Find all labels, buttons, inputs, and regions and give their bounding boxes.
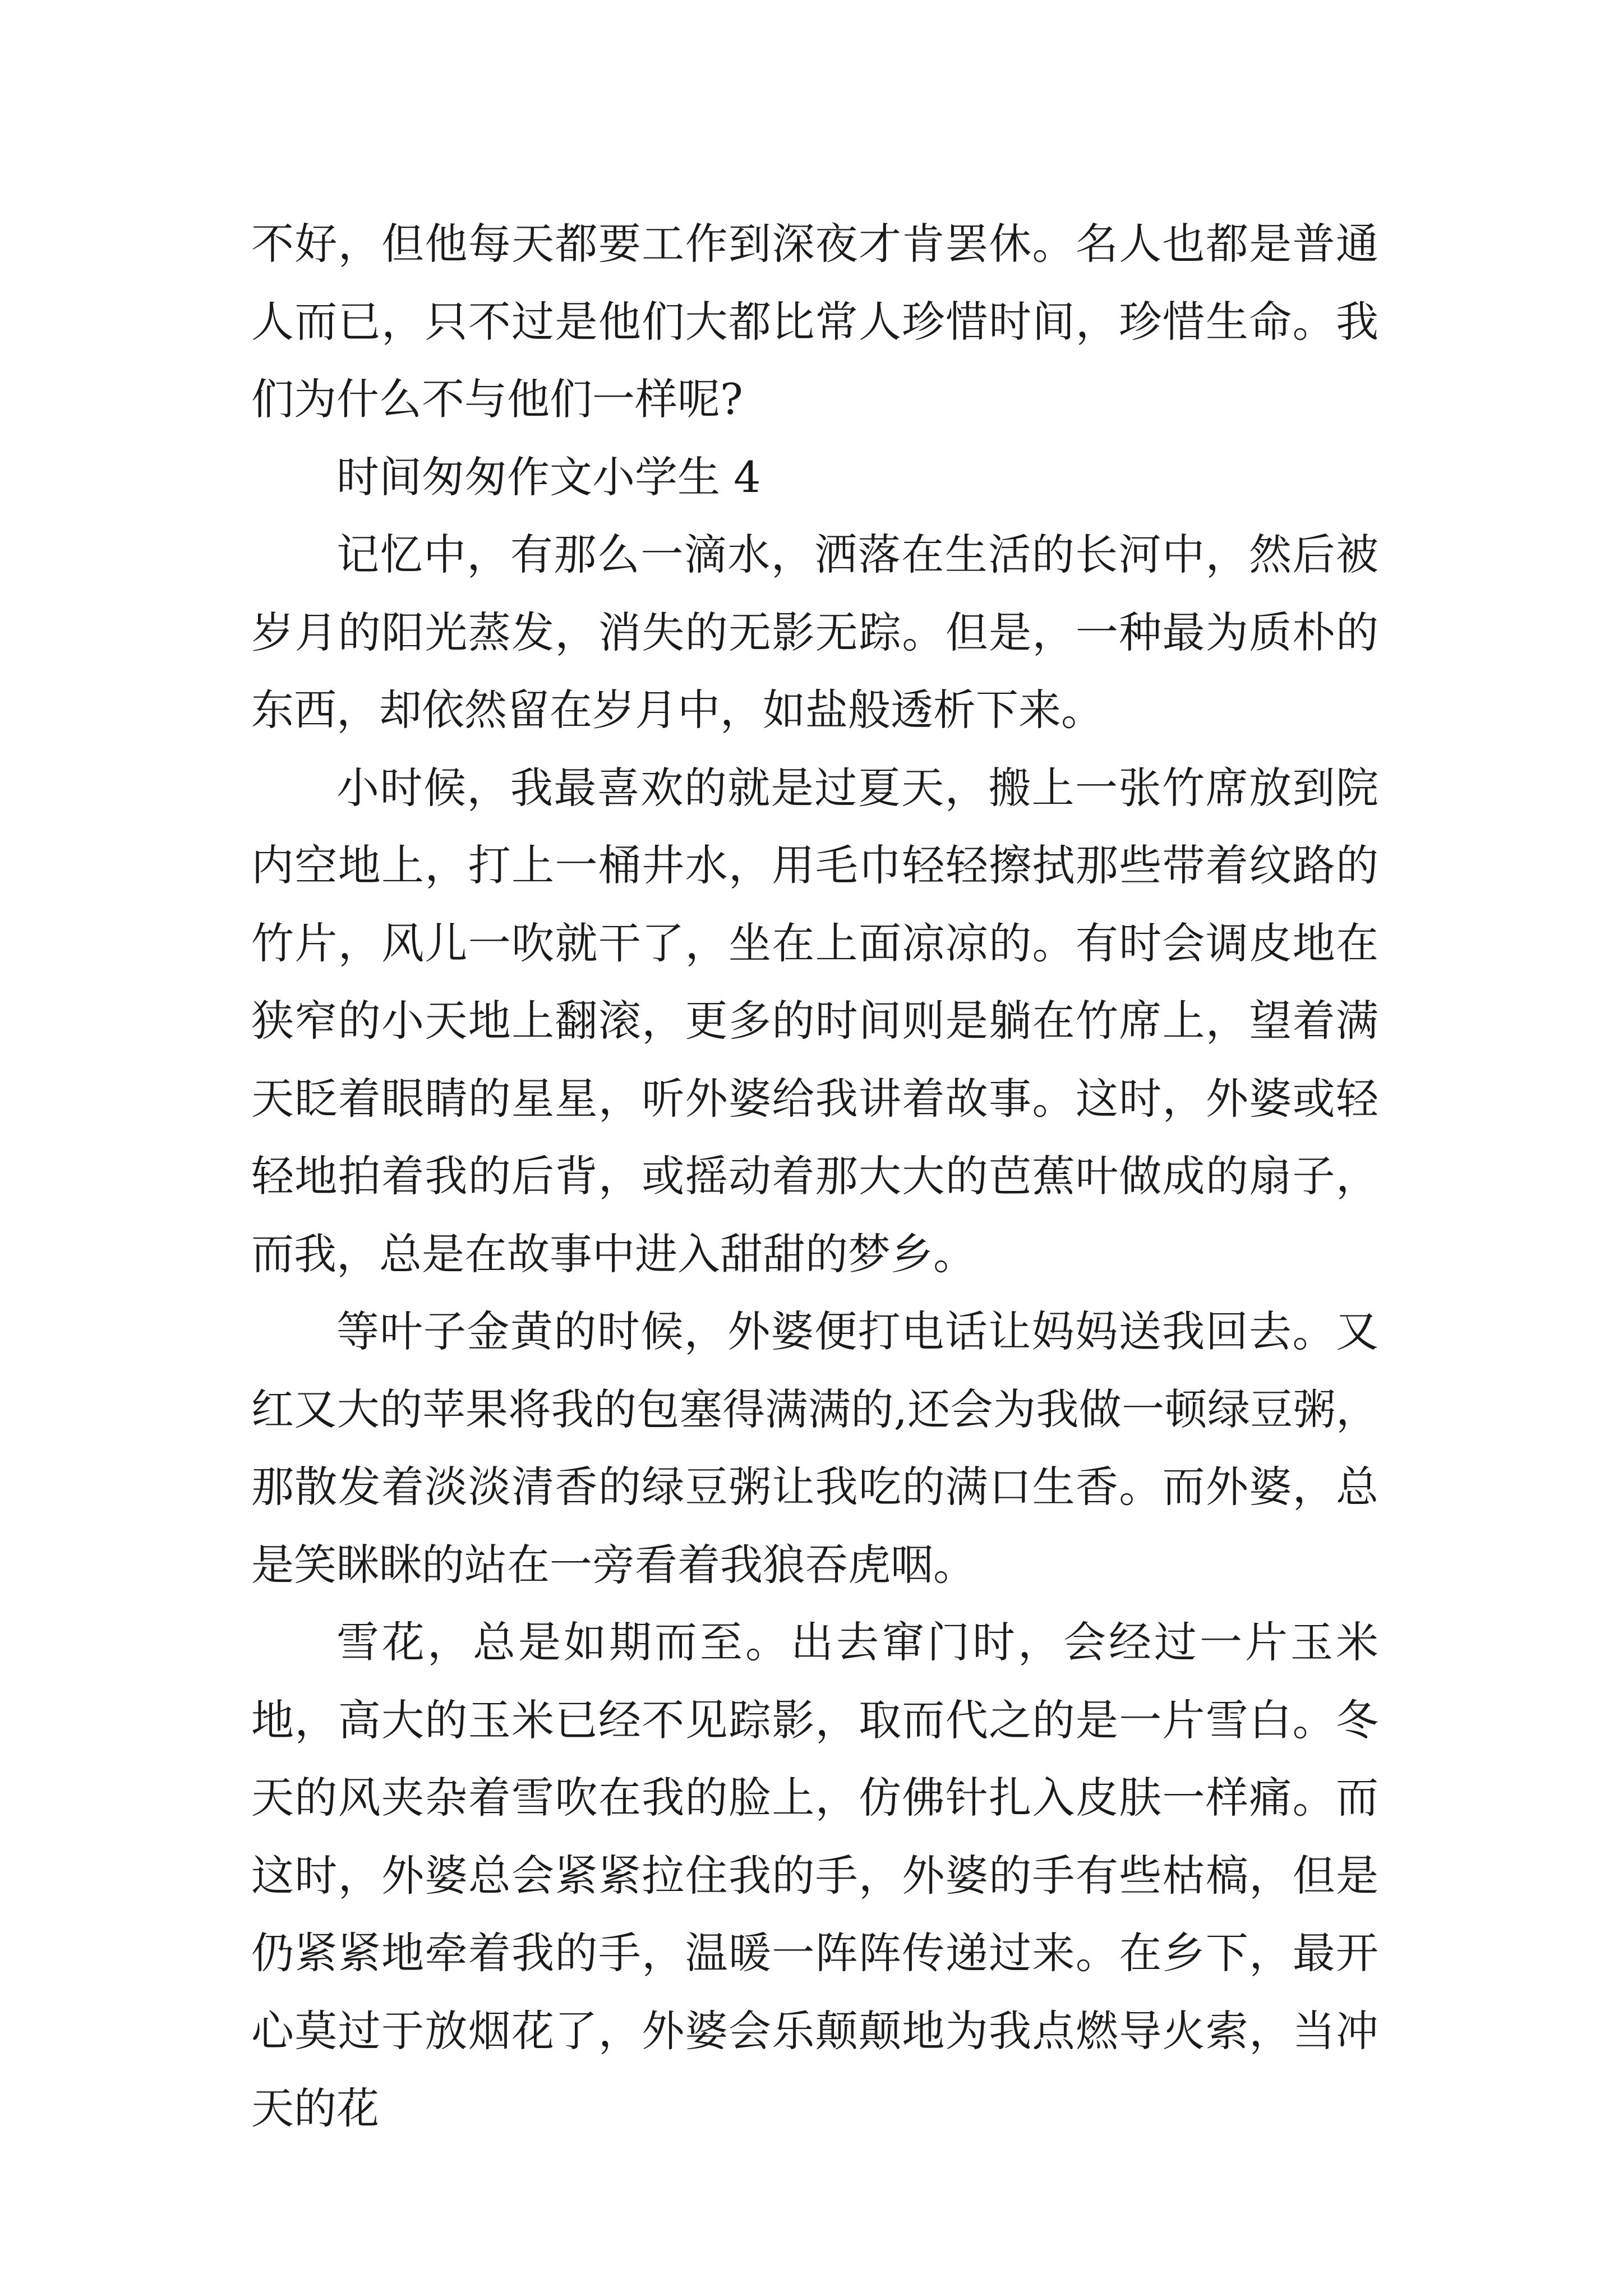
paragraph: 雪花，总是如期而至。出去窜门时，会经过一片玉米地，高大的玉米已经不见踪影，取而代之的是一片雪白。冬天的风夹杂着雪吹在我的脸上，仿佛针扎入皮肤一样痛。而这时，外婆总会紧紧拉住我的手，外婆的手有些枯槁，但是仍紧紧地牵着我的手，温暖一阵阵传递过来。在乡下，最开心莫过于放烟花了，外婆会乐颠颠地为我点燃导火索，当冲天的花 xyxy=(251,1617,1378,2133)
paragraph: 小时候，我最喜欢的就是过夏天，搬上一张竹席放到院内空地上，打上一桶井水，用毛巾轻轻擦拭那些带着纹路的竹片，风儿一吹就干了，坐在上面凉凉的。有时会调皮地在狭窄的小天地上翻滚，更多的时间则是躺在竹席上，望着满天眨着眼睛的星星，听外婆给我讲着故事。这时，外婆或轻轻地拍着我的后背，或摇动着那大大的芭蕉叶做成的扇子，而我，总是在故事中进入甜甜的梦乡。 xyxy=(251,762,1378,1279)
paragraph: 记忆中，有那么一滴水，洒落在生活的长河中，然后被岁月的阳光蒸发，消失的无影无踪。但是，一种最为质朴的东西，却依然留在岁月中，如盐般透析下来。 xyxy=(251,530,1378,735)
paragraph-continuation: 不好，但他每天都要工作到深夜才肯罢休。名人也都是普通人而已，只不过是他们大都比常人珍惜时间，珍惜生命。我们为什么不与他们一样呢? xyxy=(251,219,1378,424)
document-body xyxy=(251,205,1378,2148)
paragraph: 等叶子金黄的时候，外婆便打电话让妈妈送我回去。又红又大的苹果将我的包塞得满满的,还会为我做一顿绿豆粥，那散发着淡淡清香的绿豆粥让我吃的满口生香。而外婆，总是笑眯眯的站在一旁看着我狼吞虎咽。 xyxy=(251,1306,1378,1590)
section-heading: 时间匆匆作文小学生 4 xyxy=(336,452,761,502)
